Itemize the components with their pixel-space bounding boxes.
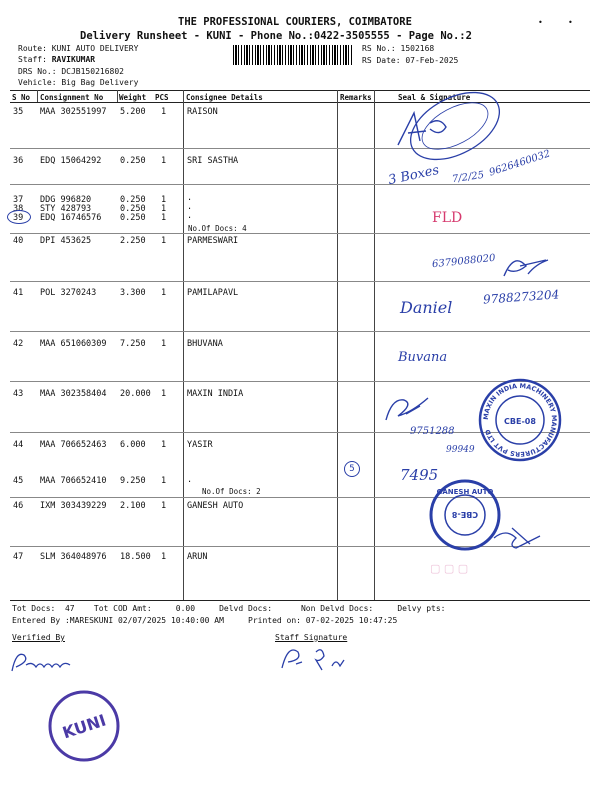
company-seal-stamp bbox=[400, 86, 510, 156]
ganesh-ring-text: GANESH AUTO bbox=[436, 488, 494, 496]
maxin-ring-path: MAXIN INDIA MACHINERY MANUFACTURERS PVT LTD bbox=[481, 381, 559, 459]
row-sno: 35 bbox=[13, 107, 24, 117]
row-consignment: EDQ 16746576 bbox=[40, 213, 102, 223]
row-consignment: DDG 996820 bbox=[40, 195, 92, 205]
col-seal: Seal & Signature bbox=[398, 93, 471, 102]
row-pcs: 1 bbox=[161, 501, 167, 511]
row-divider bbox=[10, 184, 590, 185]
fld-mark: FLD bbox=[432, 210, 463, 226]
row-consignee: ARUN bbox=[187, 552, 208, 562]
totals-line: Tot Docs: 47 Tot COD Amt: 0.00 Delvd Docs: Non Delvd Docs: Delvy pts: bbox=[12, 604, 446, 613]
row-sno: 43 bbox=[13, 389, 24, 399]
vehicle-label: Vehicle: Big Bag Delivery bbox=[18, 78, 139, 87]
table-bottom-border bbox=[10, 600, 590, 601]
col-divider bbox=[337, 90, 338, 600]
corner-mark: • bbox=[538, 18, 543, 27]
handwritten-phone: 9788273204 bbox=[482, 287, 560, 307]
handwritten-name: Daniel bbox=[400, 298, 453, 317]
col-divider bbox=[374, 90, 375, 600]
row-weight: 0.250 bbox=[120, 156, 146, 166]
maxin-code: CBE-08 bbox=[504, 417, 536, 426]
ganesh-auto-seal bbox=[428, 478, 502, 552]
row-consignment: MAA 706652410 bbox=[40, 476, 107, 486]
row-pcs: 1 bbox=[161, 440, 167, 450]
row-consignee: . bbox=[187, 475, 193, 485]
row-pcs: 1 bbox=[161, 107, 167, 117]
row-consignee: MAXIN INDIA bbox=[187, 389, 244, 399]
row-sno: 46 bbox=[13, 501, 24, 511]
row-divider bbox=[10, 233, 590, 234]
barcode bbox=[233, 45, 353, 65]
handwritten-boxes: 3 Boxes bbox=[387, 162, 441, 189]
staff-label: Staff: bbox=[18, 55, 47, 64]
row-consignee: . bbox=[187, 202, 193, 212]
handwritten-phone: 99949 bbox=[446, 445, 475, 455]
runsheet-title: Delivery Runsheet - KUNI - Phone No.:0422-3505555 - Page No.:2 bbox=[80, 30, 472, 42]
row-circle-mark bbox=[7, 210, 31, 224]
handwritten-name: Buvana bbox=[398, 350, 448, 365]
row-weight: 20.000 bbox=[120, 389, 151, 399]
rs-date: RS Date: 07-Feb-2025 bbox=[362, 56, 459, 65]
row-weight: 0.250 bbox=[120, 195, 146, 205]
col-consignment: Consignment No bbox=[40, 93, 104, 102]
row-weight: 9.250 bbox=[120, 476, 146, 486]
col-weight: Weight bbox=[119, 93, 147, 102]
row-consignment: MAA 302358404 bbox=[40, 389, 107, 399]
row-consignee: BHUVANA bbox=[187, 339, 223, 349]
row-sno: 44 bbox=[13, 440, 24, 450]
row-consignee: YASIR bbox=[187, 440, 213, 450]
row-consignee: GANESH AUTO bbox=[187, 501, 244, 511]
row-consignee: RAISON bbox=[187, 107, 218, 117]
row-sno: 41 bbox=[13, 288, 24, 298]
row-pcs: 1 bbox=[161, 204, 167, 214]
row-sno: 45 bbox=[13, 476, 24, 486]
entered-by-line: Entered By :MARESKUNI 02/07/2025 10:40:00 AM Printed on: 07-02-2025 10:47:25 bbox=[12, 616, 398, 625]
row-sno: 42 bbox=[13, 339, 24, 349]
row-consignment: SLM 364048976 bbox=[40, 552, 107, 562]
row-pcs: 1 bbox=[161, 195, 167, 205]
row-weight: 0.250 bbox=[120, 204, 146, 214]
circled-number: 5 bbox=[344, 461, 360, 477]
row-pcs: 1 bbox=[161, 156, 167, 166]
row-consignment: MAA 302551997 bbox=[40, 107, 107, 117]
handwritten-phone: 7495 bbox=[400, 466, 439, 484]
row-consignment: MAA 706652463 bbox=[40, 440, 107, 450]
drs-number: DRS No.: DCJB150216802 bbox=[18, 67, 124, 76]
row-weight: 6.000 bbox=[120, 440, 146, 450]
verified-signature bbox=[6, 645, 86, 679]
col-divider bbox=[183, 90, 184, 600]
col-divider bbox=[37, 90, 38, 102]
row-sno: 37 bbox=[13, 195, 24, 205]
row-weight: 2.250 bbox=[120, 236, 146, 246]
row-weight: 2.100 bbox=[120, 501, 146, 511]
col-remarks: Remarks bbox=[340, 93, 372, 102]
row-consignment: STY 428793 bbox=[40, 204, 92, 214]
row-consignment: DPI 453625 bbox=[40, 236, 92, 246]
row-sno: 47 bbox=[13, 552, 24, 562]
docs-count-note: No.Of Docs: 4 bbox=[188, 224, 247, 233]
corner-mark-2: • bbox=[568, 18, 573, 27]
row-pcs: 1 bbox=[161, 389, 167, 399]
ganesh-code: CBE-8 bbox=[451, 510, 479, 519]
row-pcs: 1 bbox=[161, 552, 167, 562]
row-weight: 0.250 bbox=[120, 213, 146, 223]
row-divider bbox=[10, 497, 590, 498]
row-sno: 40 bbox=[13, 236, 24, 246]
company-title: THE PROFESSIONAL COURIERS, COIMBATORE bbox=[178, 16, 412, 28]
col-sno: S No bbox=[12, 93, 31, 102]
row-consignee: . bbox=[187, 211, 193, 221]
staff-name: RAVIKUMAR bbox=[51, 55, 96, 64]
route-label: Route: KUNI AUTO DELIVERY bbox=[18, 44, 139, 53]
row-weight: 3.300 bbox=[120, 288, 146, 298]
kuni-text: KUNI bbox=[60, 710, 109, 743]
row-weight: 7.250 bbox=[120, 339, 146, 349]
kuni-stamp bbox=[46, 688, 122, 764]
col-divider bbox=[117, 90, 118, 102]
maxin-india-seal bbox=[478, 378, 562, 462]
verified-by-label: Verified By bbox=[12, 633, 65, 642]
row-consignment: POL 3270243 bbox=[40, 288, 97, 298]
row-pcs: 1 bbox=[161, 288, 167, 298]
row-pcs: 1 bbox=[161, 476, 167, 486]
row-consignee: PARMESWARI bbox=[187, 236, 239, 246]
row-consignee: PAMILAPAVL bbox=[187, 288, 239, 298]
row-consignment: EDQ 15064292 bbox=[40, 156, 102, 166]
row-consignment: IXM 303439229 bbox=[40, 501, 107, 511]
faded-stamp: ▢ ▢ ▢ bbox=[430, 562, 469, 575]
row-sno: 36 bbox=[13, 156, 24, 166]
row-sno: 39 bbox=[13, 213, 24, 223]
staff-line bbox=[18, 55, 95, 64]
row-pcs: 1 bbox=[161, 236, 167, 246]
row-divider bbox=[10, 331, 590, 332]
handwritten-phone: 9626460032 bbox=[487, 148, 552, 179]
docs-count-note: No.Of Docs: 2 bbox=[202, 487, 261, 496]
handwritten-phone: 9751288 bbox=[410, 426, 455, 437]
row-weight: 18.500 bbox=[120, 552, 151, 562]
row-consignment: MAA 651060309 bbox=[40, 339, 107, 349]
staff-signature-label: Staff Signature bbox=[275, 633, 348, 642]
row-pcs: 1 bbox=[161, 339, 167, 349]
row-weight: 5.200 bbox=[120, 107, 146, 117]
col-pcs: PCS bbox=[155, 93, 169, 102]
staff-signature bbox=[276, 642, 356, 676]
handwritten-date: 7/2/25 bbox=[451, 169, 485, 186]
row-sno: 38 bbox=[13, 204, 24, 214]
signature-scribble bbox=[380, 392, 440, 426]
row-pcs: 1 bbox=[161, 213, 167, 223]
handwritten-phone: 6379088020 bbox=[431, 252, 497, 271]
row-consignee: SRI SASTHA bbox=[187, 156, 239, 166]
row-consignee: . bbox=[187, 193, 193, 203]
col-consignee: Consignee Details bbox=[186, 93, 263, 102]
signature-scribble bbox=[500, 250, 560, 282]
rs-number: RS No.: 1502168 bbox=[362, 44, 435, 53]
